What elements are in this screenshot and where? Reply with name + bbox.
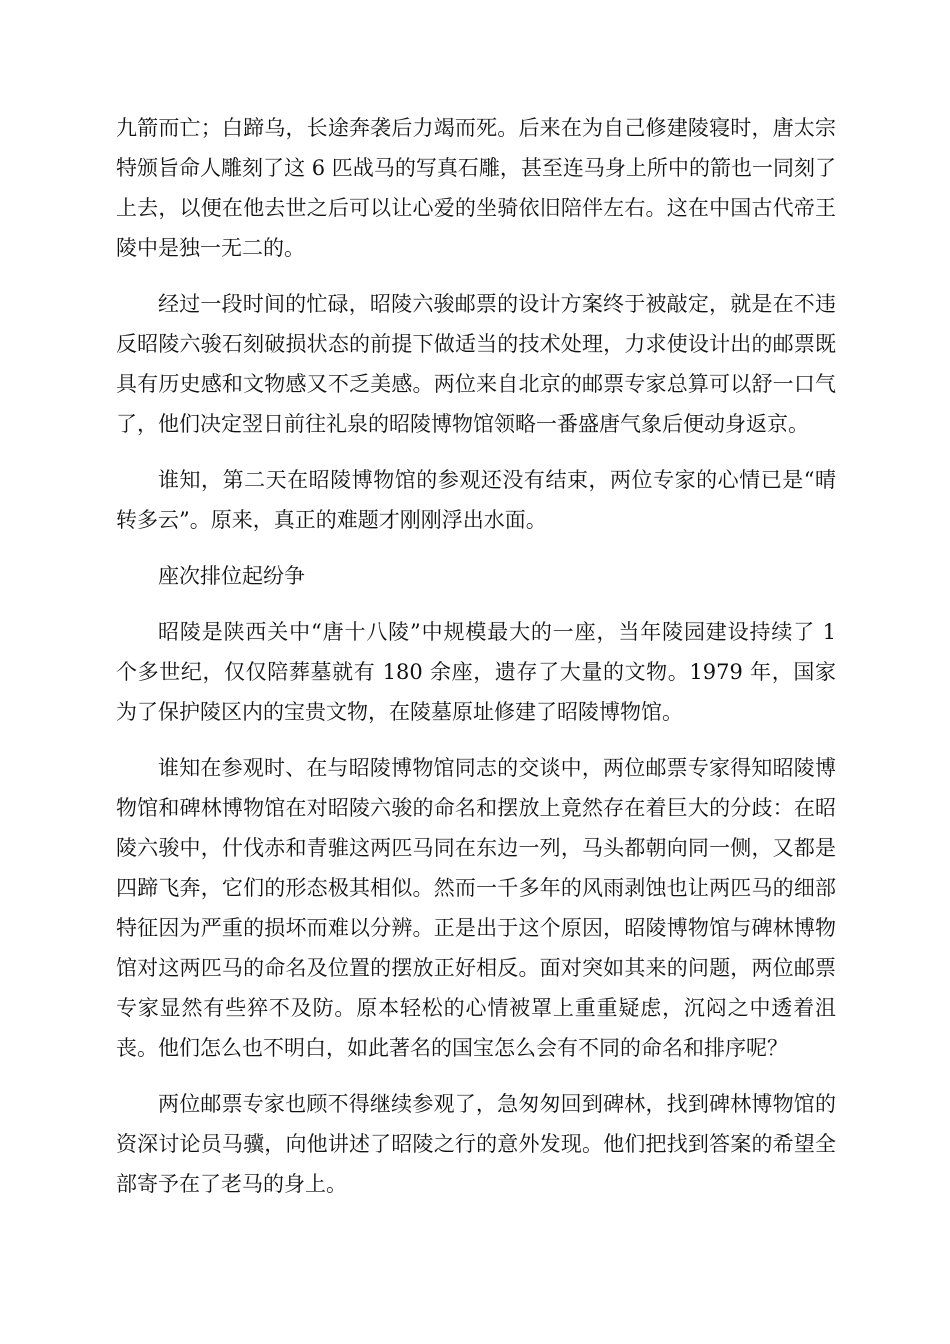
paragraph-7: 两位邮票专家也顾不得继续参观了，急匆匆回到碑林，找到碑林博物馆的资深讨论员马骥，向他讲述了昭陵之行的意外发现。他们把找到答案的希望全部寄予在了老马的身上。 [116,1092,836,1196]
paragraph-3: 谁知，第二天在昭陵博物馆的参观还没有结束，两位专家的心情已是“晴转多云”。原来，真正的难题才刚刚浮出水面。 [116,468,836,532]
paragraph-5: 昭陵是陕西关中“唐十八陵”中规模最大的一座，当年陵园建设持续了 1 个多世纪，仅仅陪葬墓就有 180 余座，遗存了大量的文物。1979 年，国家为了保护陵区内的宝贵文物，在陵墓原址修建了昭陵博物馆。 [116,620,836,724]
document-body [116,108,836,1220]
section-heading: 座次排位起纷争 [158,564,305,588]
paragraph-2: 经过一段时间的忙碌，昭陵六骏邮票的设计方案终于被敲定，就是在不违反昭陵六骏石刻破损状态的前提下做适当的技术处理，力求使设计出的邮票既具有历史感和文物感又不乏美感。两位来自北京的邮票专家总算可以舒一口气了，他们决定翌日前往礼泉的昭陵博物馆领略一番盛唐气象后便动身返京。 [116,292,836,436]
paragraph-6: 谁知在参观时、在与昭陵博物馆同志的交谈中，两位邮票专家得知昭陵博物馆和碑林博物馆在对昭陵六骏的命名和摆放上竟然存在着巨大的分歧：在昭陵六骏中，什伐赤和青骓这两匹马同在东边一列，马头都朝向同一侧，又都是四蹄飞奔，它们的形态极其相似。然而一千多年的风雨剥蚀也让两匹马的细部特征因为严重的损坏而难以分辨。正是出于这个原因，昭陵博物馆与碑林博物馆对这两匹马的命名及位置的摆放正好相反。面对突如其来的问题，两位邮票专家显然有些猝不及防。原本轻松的心情被罩上重重疑虑，沉闷之中透着沮丧。他们怎么也不明白，如此著名的国宝怎么会有不同的命名和排序呢？ [116,756,836,1060]
paragraph-1: 九箭而亡；白蹄乌，长途奔袭后力竭而死。后来在为自己修建陵寝时，唐太宗特颁旨命人雕刻了这 6 匹战马的写真石雕，甚至连马身上所中的箭也一同刻了上去，以便在他去世之后可以让心爱的坐骑依旧陪伴左右。这在中国古代帝王陵中是独一无二的。 [116,116,836,260]
